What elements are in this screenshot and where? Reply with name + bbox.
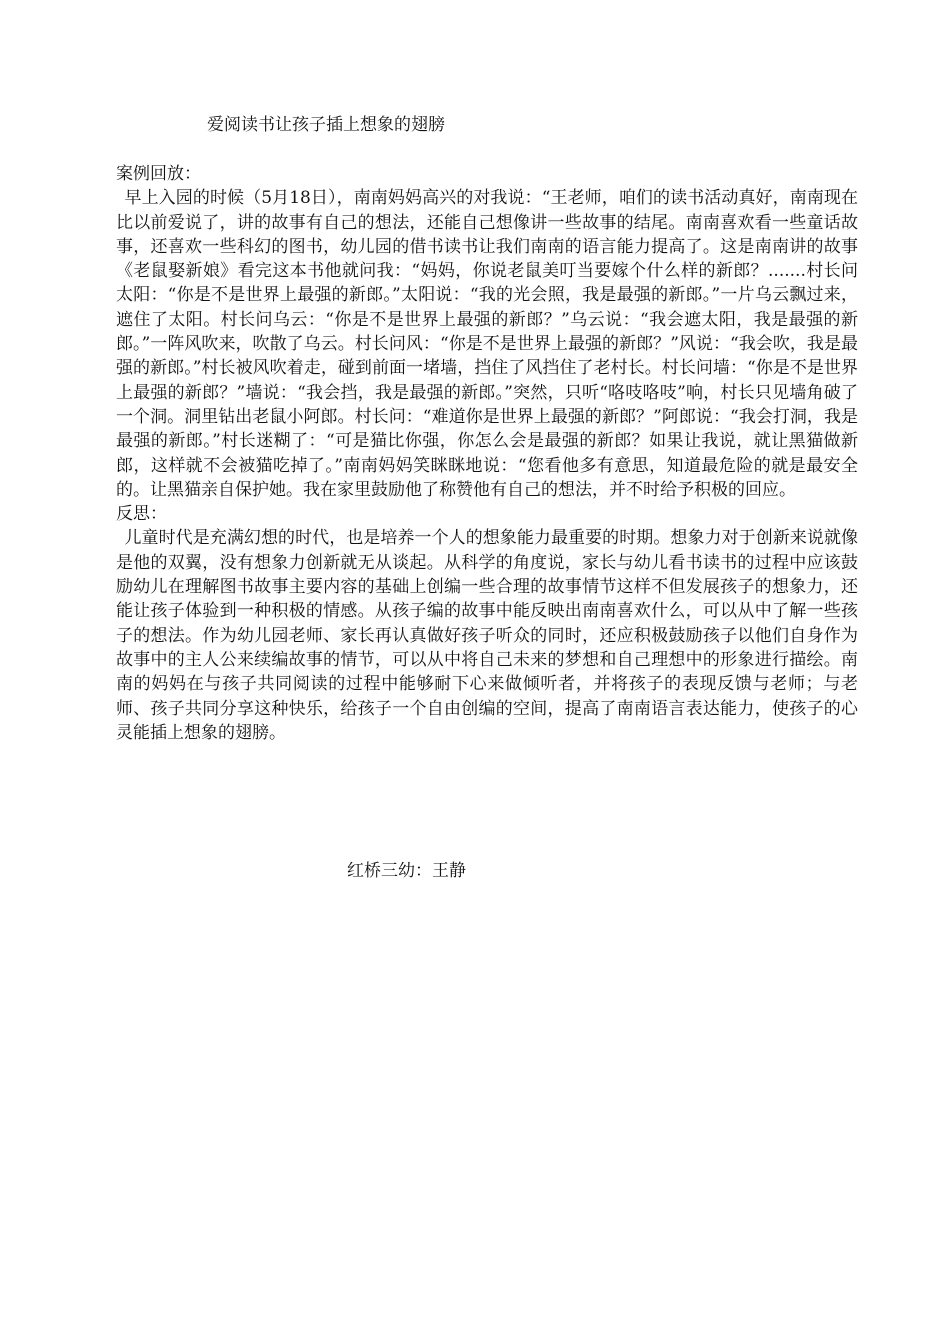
section-heading-reflection: 反思：: [116, 504, 167, 525]
document-body: [116, 162, 858, 745]
document-title: 爱阅读书让孩子插上想象的翅膀: [207, 115, 445, 135]
section-heading-case-review: 案例回放：: [116, 164, 201, 184]
case-review-paragraph: 早上入园的时候（5月18日），南南妈妈高兴的对我说：“王老师，咱们的读书活动真好，南南现在比以前爱说了，讲的故事有自己的想法，还能自己想像讲一些故事的结尾。南南喜欢看一些童话故事，还喜欢一些科幻的图书，幼儿园的借书读书让我们南南的语言能力提高了。这是南南讲的故事《老鼠娶新娘》看完这本书他就问我：“妈妈，你说老鼠美叮当要嫁个什么样的新郎？.......村长问太阳：“你是不是世界上最强的新郎。”太阳说：“我的光会照，我是最强的新郎。”一片乌云飘过来，遮住了太阳。村长问乌云：“你是不是世界上最强的新郎？”乌云说：“我会遮太阳，我是最强的新郎。”一阵风吹来，吹散了乌云。村长问风：“你是不是世界上最强的新郎？”风说：“我会吹，我是最强的新郎。”村长被风吹着走，碰到前面一堵墙，挡住了风挡住了老村长。村长问墙：“你是不是世界上最强的新郎？”墙说：“我会挡，我是最强的新郎。”突然，只听“咯吱咯吱”响，村长只见墙角破了一个洞。洞里钻出老鼠小阿郎。村长问：“难道你是世界上最强的新郎？”阿郎说：“我会打洞，我是最强的新郎。”村长迷糊了：“可是猫比你强，你怎么会是最强的新郎？如果让我说，就让黑猫做新郎，这样就不会被猫吃掉了。”南南妈妈笑眯眯地说：“您看他多有意思，知道最危险的就是最安全的。让黑猫亲自保护她。我在家里鼓励他了称赞他有自己的想法，并不时给予积极的回应。: [116, 188, 858, 500]
author-signature: 红桥三幼：王静: [347, 861, 466, 881]
reflection-paragraph: 儿童时代是充满幻想的时代，也是培养一个人的想象能力最重要的时期。想象力对于创新来说就像是他的双翼，没有想象力创新就无从谈起。从科学的角度说，家长与幼儿看书读书的过程中应该鼓励幼儿在理解图书故事主要内容的基础上创编一些合理的故事情节这样不但发展孩子的想象力，还能让孩子体验到一种积极的情感。从孩子编的故事中能反映出南南喜欢什么，可以从中了解一些孩子的想法。作为幼儿园老师、家长再认真做好孩子听众的同时，还应积极鼓励孩子以他们自身作为故事中的主人公来续编故事的情节，可以从中将自己未来的梦想和自己理想中的形象进行描绘。南南的妈妈在与孩子共同阅读的过程中能够耐下心来做倾听者，并将孩子的表现反馈与老师；与老师、孩子共同分享这种快乐，给孩子一个自由创编的空间，提高了南南语言表达能力，使孩子的心灵能插上想象的翅膀。: [116, 528, 858, 743]
